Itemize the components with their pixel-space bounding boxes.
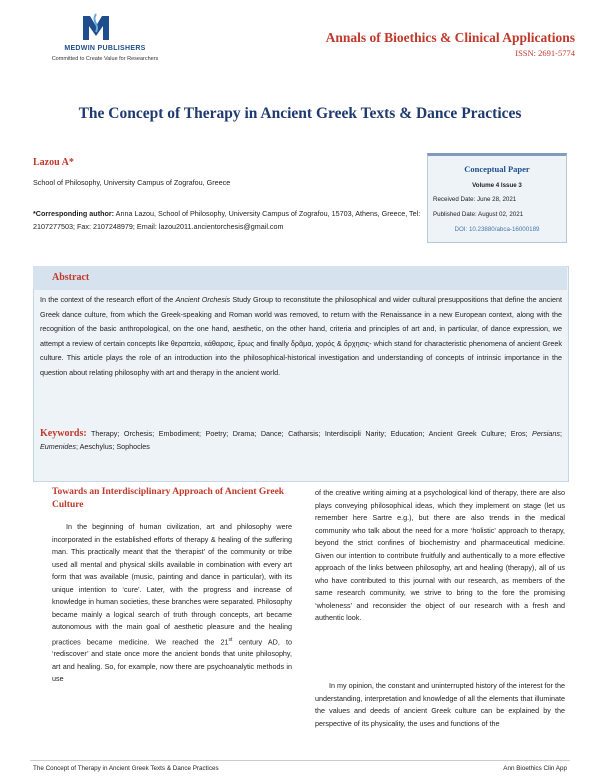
superscript: st xyxy=(228,636,233,643)
keywords-sep: ; xyxy=(560,429,562,438)
left-text-a: In the beginning of human civilization, art and philosophy were incorporated in the established efforts of therapy & healing of the suffering man. This practically meant that the ‘therapist’ of the community or tribe used all mental and physical skills available in combination with every art form that was available (music, painting and dance in particular), with its unique intention to ‘cure’. Later, with the progress and increase of knowledge in human societies, these branches were separated. Philosophy became mainly a logical search of truth through concepts, art became autonomous with the main goal of aesthetic pleasure and the healing practices became medicine. We reached the 21 xyxy=(52,522,292,646)
article-title: The Concept of Therapy in Ancient Greek Texts & Dance Practices xyxy=(78,105,522,122)
footer-article-title: The Concept of Therapy in Ancient Greek Texts & Dance Practices xyxy=(33,765,219,772)
left-column xyxy=(52,521,292,686)
paragraph xyxy=(52,521,292,686)
corresponding-label: *Corresponding author: xyxy=(33,209,115,218)
abstract-italic-term: Ancient Orchesis xyxy=(175,295,231,304)
publisher-name: MEDWIN PUBLISHERS xyxy=(64,45,146,52)
abstract-header-bar xyxy=(33,266,567,290)
medwin-logo-icon xyxy=(80,12,112,44)
left-text-b: century AD, to ‘rediscover’ and state once more the ancient bonds that unite philosophy, art and healing. So, for example, now there are psychoanalytic methods in use xyxy=(52,636,293,684)
abstract-heading: Abstract xyxy=(52,272,90,283)
right-column-bottom xyxy=(315,680,565,730)
paragraph: In my opinion, the constant and uninterrupted history of the interest for the understanding, interpretation and knowledge of all the elements that illuminate the values and deeds of ancient Greek culture can be explained by the perspective of its physicality, the uses and functions of the xyxy=(315,681,565,728)
published-date: Published Date: August 02, 2021 xyxy=(433,211,524,218)
author-name: Lazou A* xyxy=(33,157,74,168)
journal-issn: ISSN: 2691-5774 xyxy=(515,48,575,58)
abstract-text xyxy=(40,293,562,380)
footer-journal-abbrev: Ann Bioethics Clin App xyxy=(503,765,567,772)
article-type: Conceptual Paper xyxy=(464,164,530,174)
corresponding-author xyxy=(33,208,425,233)
footer-divider xyxy=(30,760,570,761)
keywords xyxy=(40,427,562,453)
keyword-italic-2: Eumenides xyxy=(40,442,76,451)
right-column-top xyxy=(315,487,565,625)
keywords-list-1: Therapy; Orchesis; Embodiment; Poetry; Drama; Dance; Catharsis; Interdiscipli Narity; Education; Ancient Greek Culture; Eros; xyxy=(86,429,533,438)
received-date: Received Date: June 28, 2021 xyxy=(433,196,517,203)
paragraph: of the creative writing aiming at a psychological kind of therapy, there are also plays conveying philosophical ideas, which they implement on stage (let us remember here Sartre e.g.), but there are also trends in the medical community who talk about the need for a more ‘holistic’ approach to therapy, beyond the strict confines of biochemistry and pharmaceutical medicine. Given our intention to contribute fruitfully and authentically to a more effective approach of the links between philosophy, art and healing (therapy), all of us who have contributed to this journal with our research, as members of the same research community, we strive to bring to the fore the promising ‘wholeness’ and reconsider the object of our research with a fresh and authentic look. xyxy=(315,488,565,622)
publisher-tagline: Committed to Create Value for Researchers xyxy=(51,56,159,62)
keywords-label: Keywords: xyxy=(40,428,87,439)
keywords-list-2: ; Aeschylus; Sophocles xyxy=(75,442,150,451)
abstract-part-1: In the context of the research effort of the xyxy=(40,295,176,304)
author-affiliation: School of Philosophy, University Campus of Zografou, Greece xyxy=(33,178,231,187)
article-volume: Volume 4 Issue 3 xyxy=(472,182,522,189)
section-heading: Towards an Interdisciplinary Approach of Ancient Greek Culture xyxy=(52,487,285,510)
corresponding-details[interactable]: Anna Lazou, School of Philosophy, University Campus of Zografou, 15703, Athens, Greece, Tel: 2107277503; Fax: 2107248979; Email: lazou2011.ancientorchesis@gmail.com xyxy=(33,209,421,231)
doi-link[interactable]: DOI: 10.23880/abca-16000189 xyxy=(454,226,540,233)
journal-title[interactable]: Annals of Bioethics & Clinical Applications xyxy=(325,30,575,45)
abstract-part-2: Study Group to reconstitute the philosophical and wider cultural presuppositions that define the ancient Greek dance culture, from which the Greek-speaking and Roman world was removed, to return with the Renaissance in a new European context, along with the recognition of the basic anthropological, on the one hand, aesthetic, on the other hand, criteria and principles of art and, in particular, of dance expression, we attempt a review of certain concepts like θεραπεία, κάθαρσις, ἔρως and finally δρᾶμα, χορός & ὄρχησις- which stand for characteristic phenomena of ancient Greek culture. This article plays the role of an introduction into the philosophical-historical investigation and understanding of concepts of intrinsic importance in the question about relating philosophy with art and therapy in the ancient world. xyxy=(40,295,562,377)
keyword-italic-1: Persians xyxy=(532,429,560,438)
